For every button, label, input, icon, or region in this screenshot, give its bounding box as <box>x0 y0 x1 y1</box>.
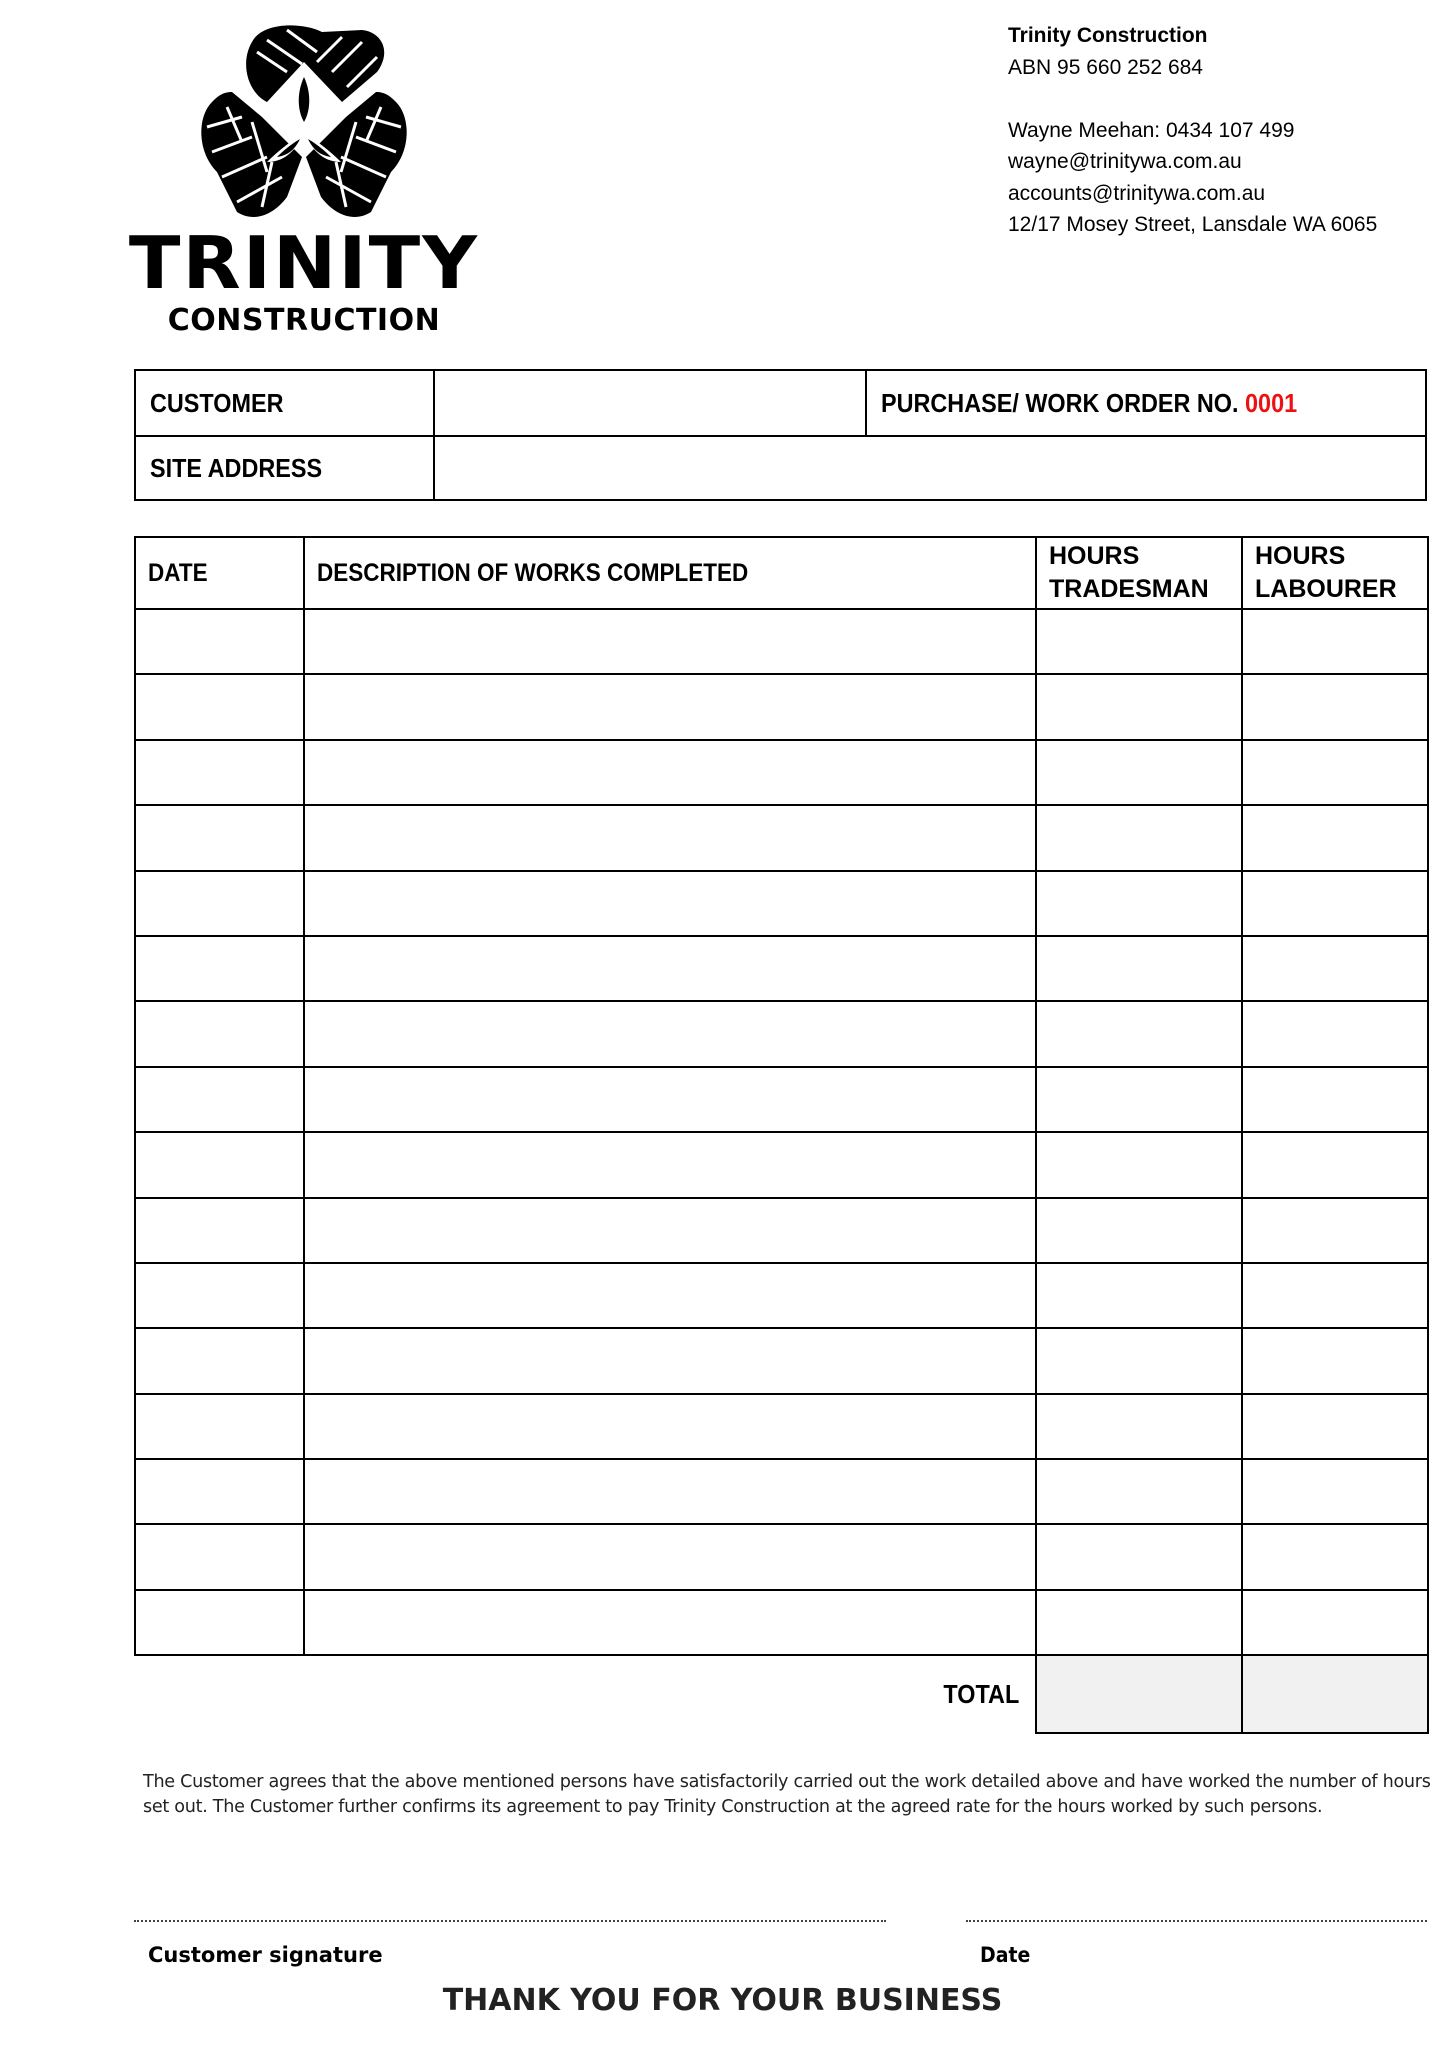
table-row <box>135 1590 1428 1655</box>
description-cell[interactable] <box>304 805 1036 870</box>
logo-wordmark-trinity: TRINITY <box>128 221 480 305</box>
date-cell[interactable] <box>135 1459 304 1524</box>
customer-field[interactable] <box>435 371 865 435</box>
hours-tradesman-cell[interactable] <box>1036 1001 1242 1066</box>
date-cell[interactable] <box>135 1132 304 1197</box>
date-cell[interactable] <box>135 1328 304 1393</box>
description-cell[interactable] <box>304 1198 1036 1263</box>
description-cell[interactable] <box>304 1067 1036 1132</box>
hours-tradesman-cell[interactable] <box>1036 740 1242 805</box>
description-cell[interactable] <box>304 1590 1036 1655</box>
total-hours-labourer[interactable] <box>1242 1655 1428 1733</box>
date-cell[interactable] <box>135 609 304 674</box>
table-row <box>135 1328 1428 1393</box>
table-row <box>135 609 1428 674</box>
customer-signature-line[interactable] <box>134 1920 886 1922</box>
customer-signature-label: Customer signature <box>148 1943 383 1967</box>
description-cell[interactable] <box>304 1394 1036 1459</box>
customer-label: CUSTOMER <box>150 387 284 418</box>
hours-tradesman-cell[interactable] <box>1036 1067 1242 1132</box>
table-row <box>135 740 1428 805</box>
spacer <box>1008 83 1377 115</box>
company-contact: Wayne Meehan: 0434 107 499 <box>1008 118 1295 142</box>
hours-labourer-cell[interactable] <box>1242 674 1428 739</box>
table-row <box>135 871 1428 936</box>
description-cell[interactable] <box>304 1328 1036 1393</box>
hours-labourer-cell[interactable] <box>1242 1328 1428 1393</box>
company-accounts-email[interactable]: accounts@trinitywa.com.au <box>1008 181 1266 205</box>
hours-tradesman-cell[interactable] <box>1036 1132 1242 1197</box>
table-row <box>135 1394 1428 1459</box>
hours-labourer-cell[interactable] <box>1242 871 1428 936</box>
hours-labourer-cell[interactable] <box>1242 936 1428 1001</box>
date-cell[interactable] <box>135 1590 304 1655</box>
logo-wordmark-construction: CONSTRUCTION <box>167 303 441 338</box>
description-cell[interactable] <box>304 1132 1036 1197</box>
hours-tradesman-cell[interactable] <box>1036 1328 1242 1393</box>
site-address-field[interactable] <box>435 437 1425 499</box>
table-row <box>135 1067 1428 1132</box>
column-header-date: DATE <box>135 537 304 609</box>
hours-tradesman-cell[interactable] <box>1036 805 1242 870</box>
table-row <box>135 805 1428 870</box>
column-header-hours-labourer: HOURS LABOURER <box>1242 537 1428 609</box>
hours-labourer-cell[interactable] <box>1242 1067 1428 1132</box>
description-cell[interactable] <box>304 871 1036 936</box>
table-row <box>135 1132 1428 1197</box>
hours-labourer-cell[interactable] <box>1242 805 1428 870</box>
hours-labourer-cell[interactable] <box>1242 740 1428 805</box>
date-cell[interactable] <box>135 805 304 870</box>
hours-tradesman-cell[interactable] <box>1036 609 1242 674</box>
date-cell[interactable] <box>135 1263 304 1328</box>
table-row <box>135 1524 1428 1589</box>
company-email[interactable]: wayne@trinitywa.com.au <box>1008 150 1242 173</box>
company-abn: ABN 95 660 252 684 <box>1008 55 1203 79</box>
hours-labourer-cell[interactable] <box>1242 1394 1428 1459</box>
column-header-description: DESCRIPTION OF WORKS COMPLETED <box>304 537 1036 609</box>
work-order-value: 0001 <box>1245 387 1298 418</box>
description-cell[interactable] <box>304 1459 1036 1524</box>
table-row <box>135 1198 1428 1263</box>
hours-labourer-cell[interactable] <box>1242 1524 1428 1589</box>
description-cell[interactable] <box>304 1524 1036 1589</box>
hours-tradesman-cell[interactable] <box>1036 674 1242 739</box>
description-cell[interactable] <box>304 674 1036 739</box>
hours-labourer-cell[interactable] <box>1242 1132 1428 1197</box>
hours-tradesman-cell[interactable] <box>1036 1590 1242 1655</box>
description-cell[interactable] <box>304 609 1036 674</box>
date-cell[interactable] <box>135 936 304 1001</box>
table-row <box>135 1263 1428 1328</box>
company-name: Trinity Construction <box>1008 24 1208 47</box>
hours-tradesman-cell[interactable] <box>1036 1459 1242 1524</box>
hours-labourer-cell[interactable] <box>1242 1590 1428 1655</box>
date-signature-line[interactable] <box>966 1920 1427 1922</box>
work-order-label: PURCHASE/ WORK ORDER NO. <box>881 387 1239 418</box>
company-logo <box>128 22 480 338</box>
hours-tradesman-cell[interactable] <box>1036 1198 1242 1263</box>
trinity-brick-trefoil-icon <box>192 22 416 222</box>
customer-info-box <box>134 369 1427 501</box>
table-row <box>135 674 1428 739</box>
hours-tradesman-cell[interactable] <box>1036 936 1242 1001</box>
hours-tradesman-cell[interactable] <box>1036 1524 1242 1589</box>
date-cell[interactable] <box>135 1524 304 1589</box>
site-address-label: SITE ADDRESS <box>150 452 323 483</box>
hours-labourer-cell[interactable] <box>1242 1001 1428 1066</box>
company-details <box>1008 20 1377 241</box>
table-row <box>135 1001 1428 1066</box>
hours-labourer-cell[interactable] <box>1242 1459 1428 1524</box>
total-label: TOTAL <box>943 1679 1019 1710</box>
hours-labourer-cell[interactable] <box>1242 609 1428 674</box>
table-header-row <box>135 537 1428 609</box>
description-cell[interactable] <box>304 1263 1036 1328</box>
work-order-number <box>867 371 1425 435</box>
column-header-hours-tradesman: HOURS TRADESMAN <box>1036 537 1242 609</box>
works-table <box>134 536 1427 1734</box>
date-cell[interactable] <box>135 740 304 805</box>
description-cell[interactable] <box>304 936 1036 1001</box>
date-cell[interactable] <box>135 674 304 739</box>
date-label: Date <box>980 1943 1031 1967</box>
date-cell[interactable] <box>135 1067 304 1132</box>
company-address: 12/17 Mosey Street, Lansdale WA 6065 <box>1008 213 1378 236</box>
hours-tradesman-cell[interactable] <box>1036 1263 1242 1328</box>
hours-tradesman-cell[interactable] <box>1036 1394 1242 1459</box>
hours-labourer-cell[interactable] <box>1242 1263 1428 1328</box>
table-row <box>135 936 1428 1001</box>
date-cell[interactable] <box>135 1001 304 1066</box>
date-cell[interactable] <box>135 871 304 936</box>
date-cell[interactable] <box>135 1394 304 1459</box>
spacer <box>135 1655 304 1733</box>
agreement-text: The Customer agrees that the above mentioned persons have satisfactorily carried out the work detailed above and have worked the number of hours set out. The Customer further confirms its agreement to pay Trinity Construction at the agreed rate for the hours worked by such persons. <box>143 1772 1431 1817</box>
total-row <box>135 1655 1428 1733</box>
date-cell[interactable] <box>135 1198 304 1263</box>
table-row <box>135 1459 1428 1524</box>
description-cell[interactable] <box>304 740 1036 805</box>
thank-you-message: THANK YOU FOR YOUR BUSINESS <box>442 1983 1003 2018</box>
total-hours-tradesman[interactable] <box>1036 1655 1242 1733</box>
description-cell[interactable] <box>304 1001 1036 1066</box>
hours-labourer-cell[interactable] <box>1242 1198 1428 1263</box>
hours-tradesman-cell[interactable] <box>1036 871 1242 936</box>
